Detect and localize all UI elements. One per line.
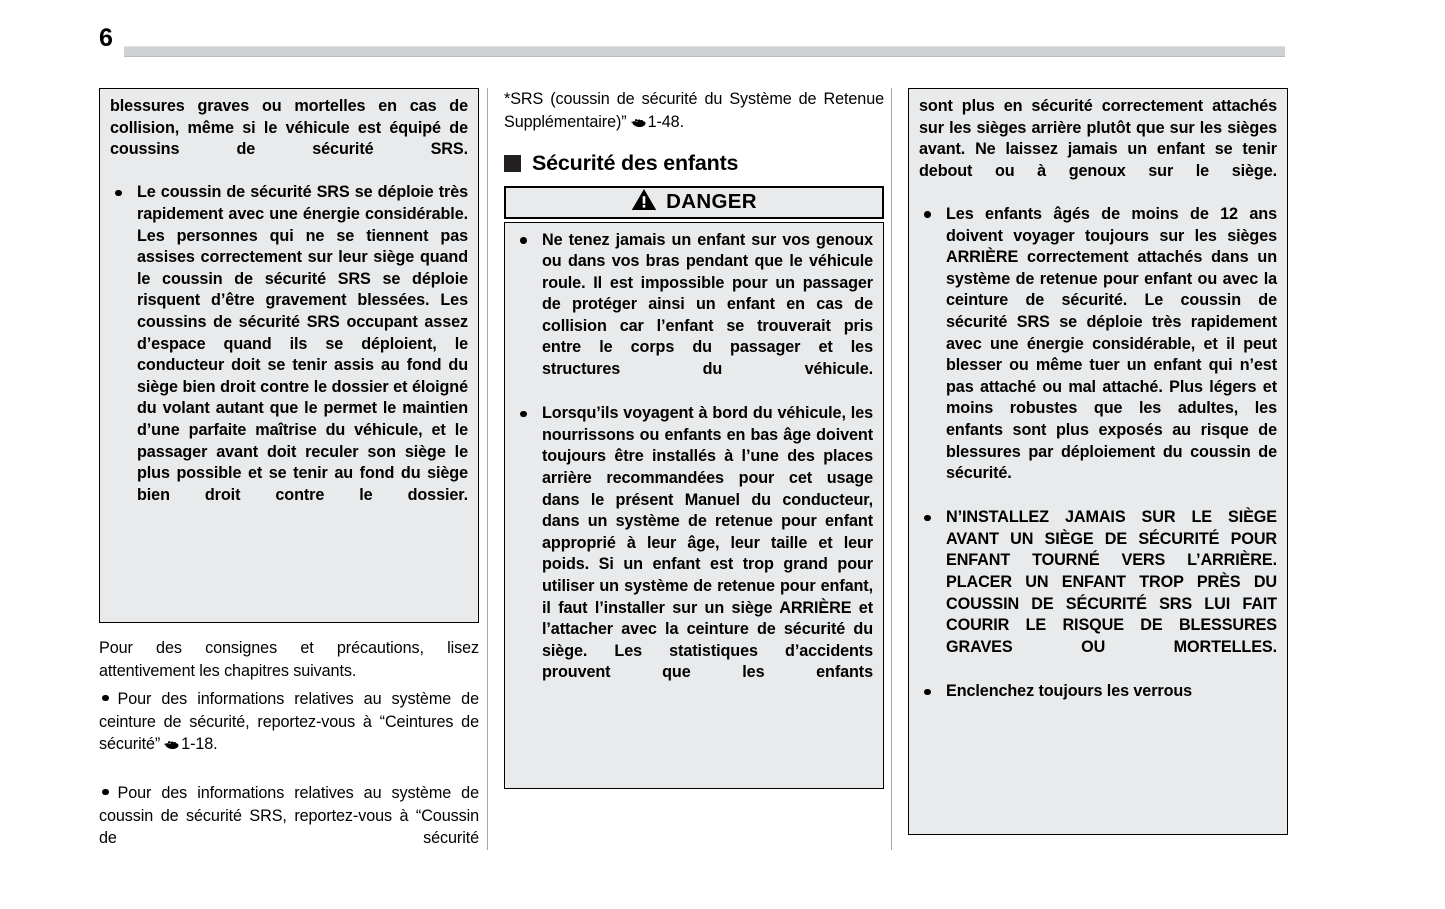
bullet-icon [520,237,527,244]
page-columns [0,88,1445,878]
list-item-text: Pour des informations relatives au système de coussin de sécurité SRS, reportez-vous à “Coussin de sécurité [99,784,479,847]
column-3 [908,88,1288,878]
warning-continued-paragraph: blessures graves ou mortelles en cas de collision, même si le véhicule est équipé de coussins de sécurité SRS. [110,97,468,159]
header-rule [124,46,1285,57]
list-item-text: Pour des informations relatives au système de ceinture de sécurité, reportez-vous à “Ceintures de sécurité” [99,690,479,753]
danger-list-item-text: Lorsqu’ils voyagent à bord du véhicule, les nourrissons ou enfants en bas âge doivent toujours être installés à l’une des places arrière recommandées pour cet usage dans le présent Manuel du conducteur, dans un système de retenue pour enfant approprié à leur âge, leur taille et leur poids. Si un enfant est trop grand pour utiliser un système de retenue pour enfant, il faut l’installer sur un siège ARRIÈRE et l’attacher avec la ceinture de sécurité du siège. Les statistiques d’accidents prouvent que les enfants [542,404,873,682]
footnote-paragraph [504,88,884,134]
danger-banner [504,186,884,219]
danger-list-item-text: N’INSTALLEZ JAMAIS SUR LE SIÈGE AVANT UN SIÈGE DE SÉCURITÉ POUR ENFANT TOURNÉ VERS L’ARRIÈRE. PLACER UN ENFANT TROP PRÈS DU COUSSIN DE SÉCURITÉ SRS LUI FAIT COURIR LE RISQUE DE BLESSURES GRAVES OU MORTELLES. [946,508,1277,656]
bullet-icon [924,211,931,218]
page-header [0,0,1445,70]
list-item [99,782,479,872]
danger-list-item [515,230,873,403]
section-heading-text: Sécurité des enfants [532,151,739,175]
section-heading [504,153,884,175]
bullet-icon [102,695,109,702]
danger-box [504,222,884,789]
bullet-icon [520,411,527,418]
bullet-icon [924,689,931,696]
footnote-text: *SRS (coussin de sécurité du Système de Retenue Supplémentaire)” [504,90,884,131]
danger-label: DANGER [666,189,757,213]
list-item-paragraph [99,688,479,779]
warning-list-item [110,182,468,528]
column-2 [504,88,884,878]
bullet-icon [924,515,931,522]
list-item [99,688,479,779]
danger-list-item [919,507,1277,680]
column-separator-1 [487,88,488,850]
list-item-reference: 1-18. [181,735,218,753]
warning-triangle-icon [631,188,657,216]
danger-box-continued [908,88,1288,835]
column-1 [99,88,479,878]
footnote-reference: 1-48. [647,112,684,131]
pointing-hand-icon [630,112,647,135]
page-number: 6 [99,24,113,52]
danger-list-item [515,403,873,705]
danger-list-item-text: Les enfants âgés de moins de 12 ans doivent voyager toujours sur les sièges ARRIÈRE correctement attachés dans un système de retenue pour enfant ou avec la ceinture de sécurité. Le coussin de sécurité SRS se déploie très rapidement avec une énergie considérable, et il peut blesser ou même tuer un enfant qui n’est pas attaché ou mal attaché. Plus légers et moins robustes que les adultes, les enfants sont plus exposés au risque de blessures par déploiement du coussin de sécurité. [946,204,1277,483]
danger-continued-paragraph: sont plus en sécurité correctement attachés sur les sièges arrière plutôt que sur les sièges avant. Ne laissez jamais un enfant se tenir debout ou à genoux sur le siège. [919,97,1277,180]
list-item-paragraph [99,782,479,872]
pointing-hand-icon [163,734,180,757]
warning-box-continued [99,88,479,623]
bullet-icon [102,789,109,796]
column-separator-2 [891,88,892,850]
danger-list-item [919,681,1277,703]
danger-list-item-text: Enclenchez toujours les verrous [946,682,1193,701]
warning-list-item-text: Le coussin de sécurité SRS se déploie très rapidement avec une énergie considérable. Les personnes qui ne se tiennent pas assises correctement sur leur siège quand le coussin de sécurité SRS se déploie risquent d’être gravement blessées. Les coussins de sécurité SRS occupant assez d’espace quand ils se déploient, le conducteur doit se tenir assis au fond du siège bien droit contre le dossier et éloigné du volant autant que le permet le maintien d’une parfaite maîtrise du véhicule, et le passager avant doit reculer son siège le plus possible et se tenir au fond du siège bien droit contre le dossier. [137,183,468,504]
bullet-icon [115,190,122,197]
danger-list-item-text: Ne tenez jamais un enfant sur vos genoux ou dans vos bras pendant que le véhicule roule. Il est impossible pour un passager de protéger ainsi un enfant en cas de collision car l’enfant se trouverait pris entre le corps du passager et les structures du véhicule. [542,230,873,379]
section-marker-icon [504,155,521,172]
danger-list-item [919,204,1277,506]
intro-paragraph: Pour des consignes et précautions, lisez attentivement les chapitres suivants. [99,639,479,680]
